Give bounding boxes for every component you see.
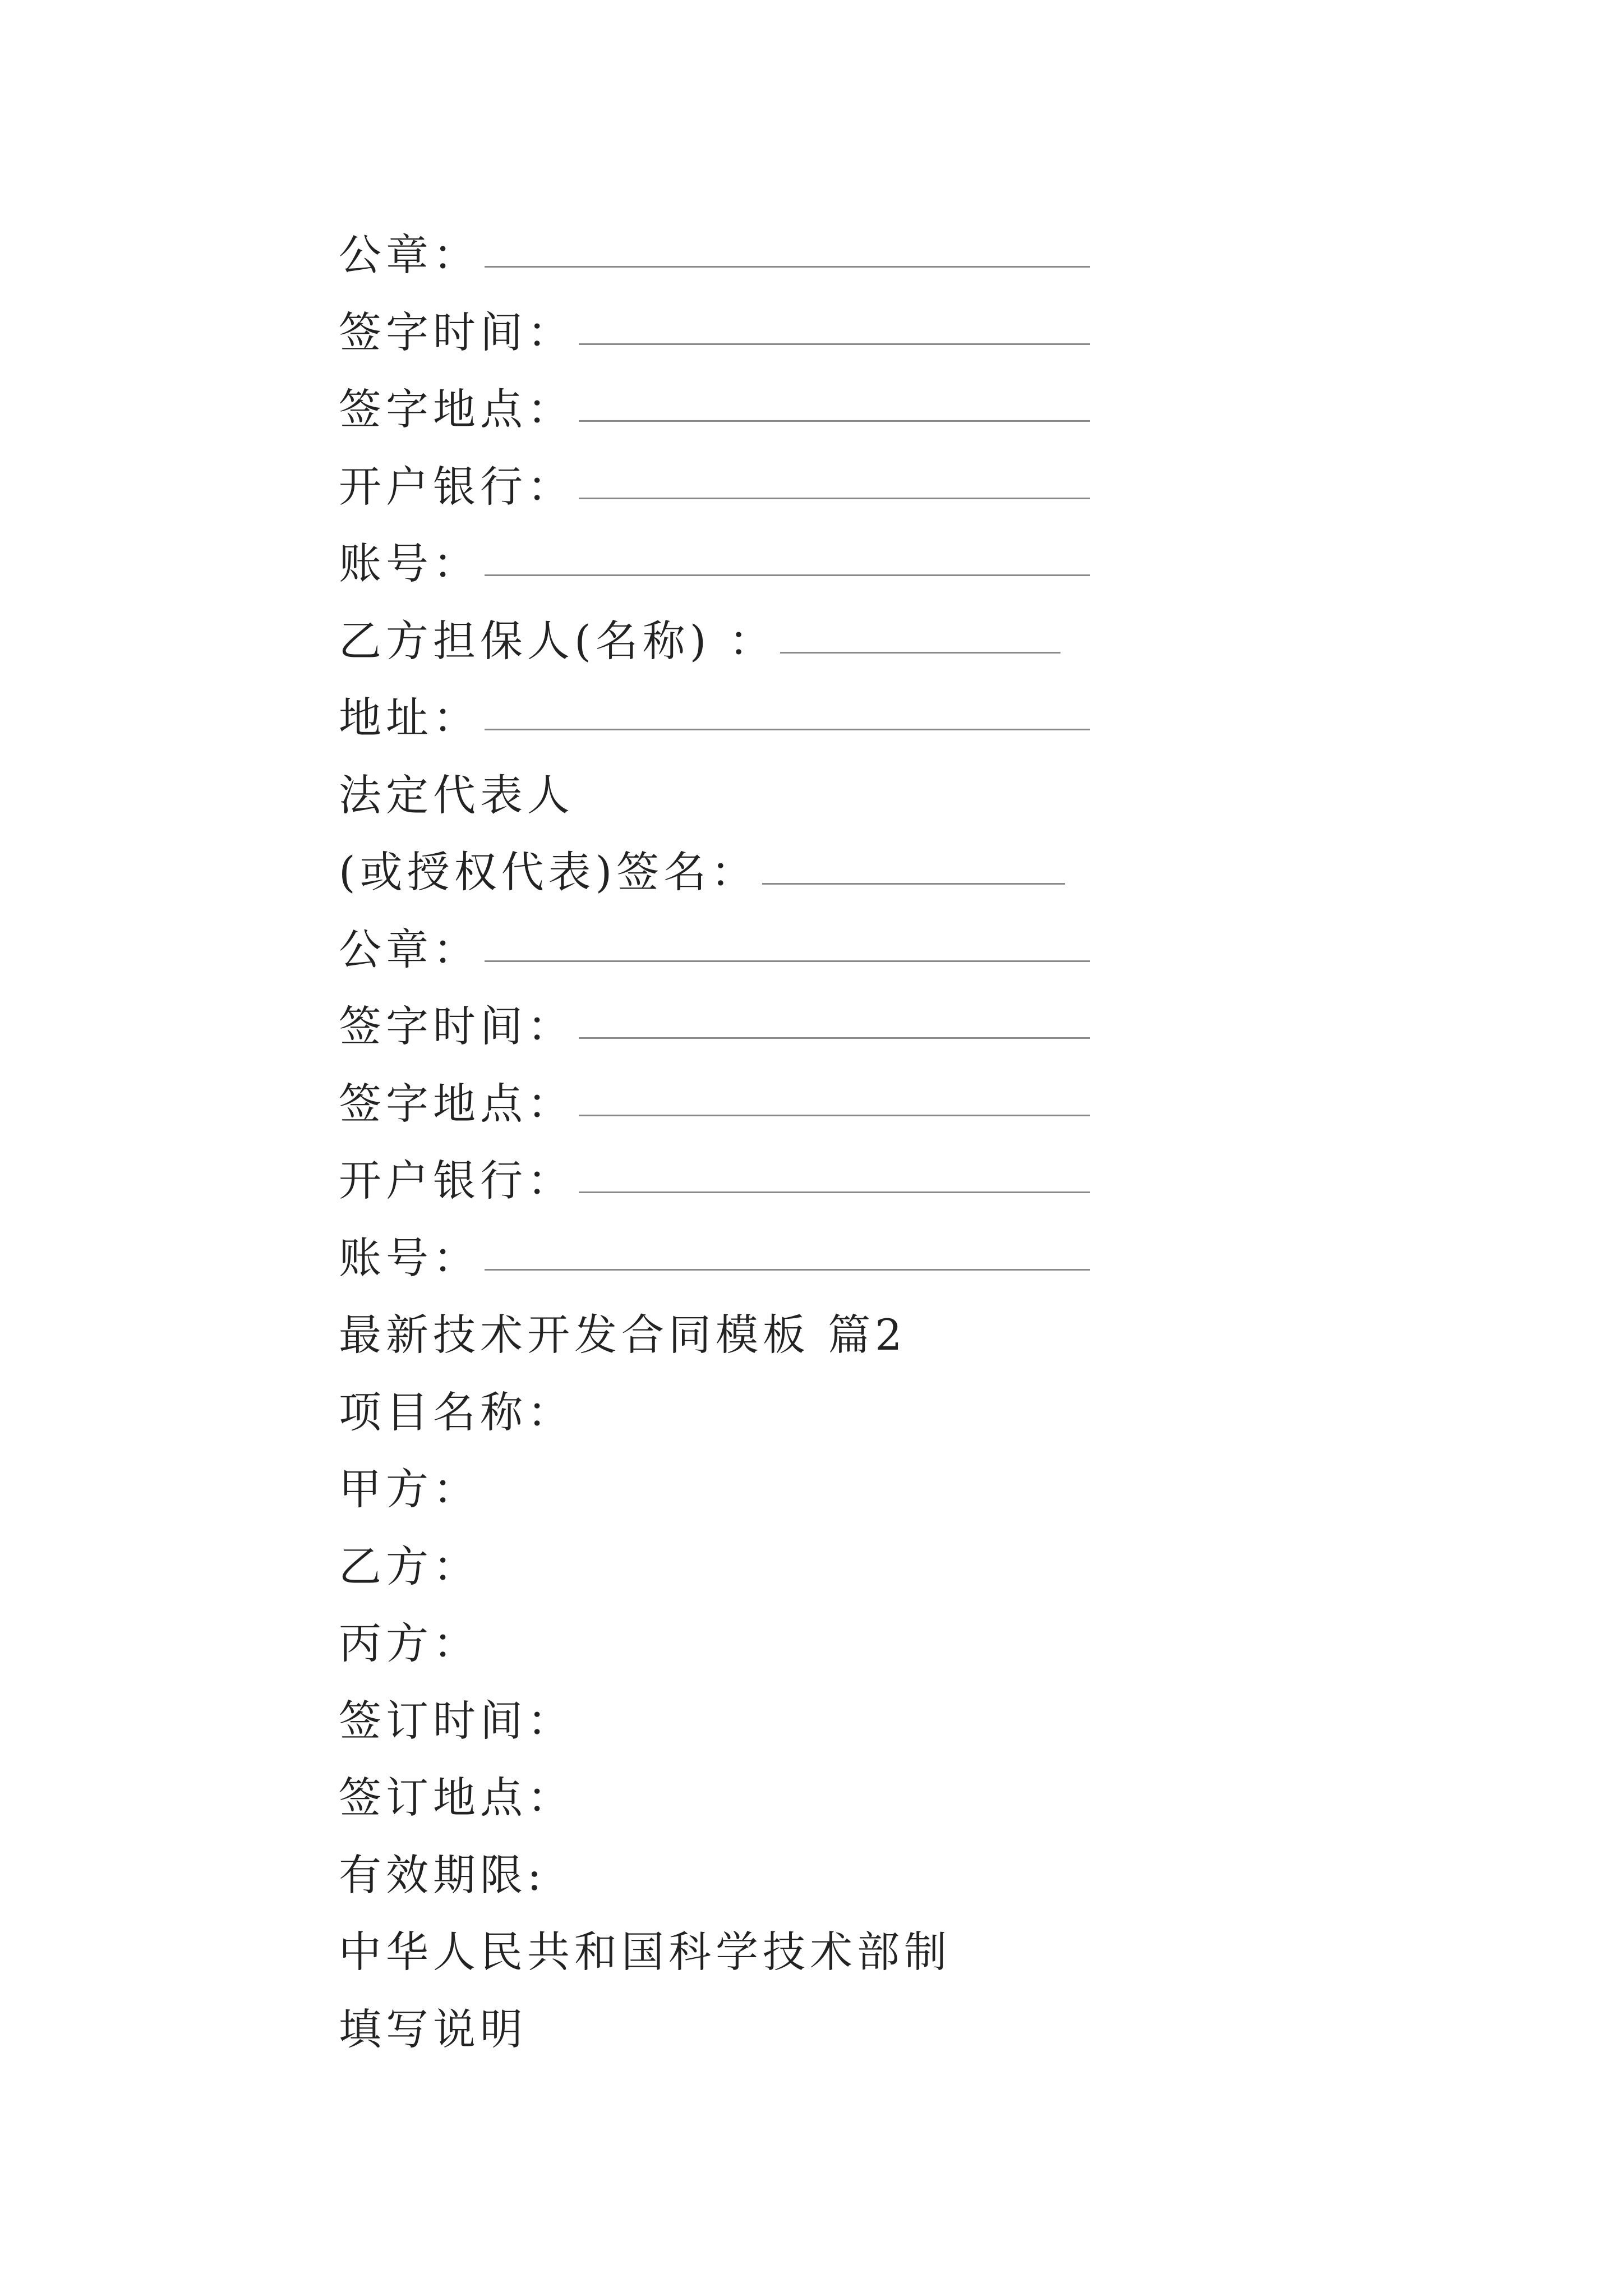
party-c-label: 丙方：: [339, 1618, 480, 1669]
account-blank[interactable]: [485, 542, 1090, 576]
validity-line: [339, 1833, 1090, 1911]
guarantor-account-blank[interactable]: [485, 1236, 1090, 1271]
bank-line: [339, 445, 1090, 522]
guarantor-bank-label: 开户银行：: [339, 1156, 574, 1206]
guarantor-bank-line: [339, 1139, 1090, 1216]
guarantor-sign-place-line: [339, 1062, 1090, 1139]
document-body: [339, 213, 1090, 2064]
sign-place-blank[interactable]: [579, 388, 1090, 422]
guarantor-sign-place-blank[interactable]: [579, 1082, 1090, 1116]
guarantor-sign-time-line: [339, 984, 1090, 1062]
party-b-label: 乙方：: [339, 1541, 480, 1591]
guarantor-address-line: [339, 676, 1090, 753]
auth-sign-label: (或授权代表)签名：: [339, 847, 758, 898]
guarantor-bank-blank[interactable]: [579, 1159, 1090, 1193]
sign-place-label: 签字地点：: [339, 384, 574, 435]
party-c-line: [339, 1602, 1090, 1679]
seal-label: 公章：: [339, 230, 480, 280]
guarantor-name-line: [339, 599, 1090, 677]
ministry-label: 中华人民共和国科学技术部制: [339, 1927, 951, 1977]
guarantor-account-line: [339, 1216, 1090, 1294]
sign-place-line: [339, 367, 1090, 445]
project-name-label: 项目名称：: [339, 1387, 574, 1437]
legal-rep-label: 法定代表人: [339, 770, 574, 820]
project-name-line: [339, 1370, 1090, 1448]
instructions-heading: 填写说明: [339, 2004, 527, 2054]
seal-blank[interactable]: [485, 233, 1090, 268]
signing-place-label: 签订地点：: [339, 1773, 574, 1823]
guarantor-seal-line: [339, 908, 1090, 985]
account-label: 账号：: [339, 539, 480, 589]
instructions-heading-line: [339, 1987, 1090, 2065]
section2-title-text: 最新技术开发合同模板 篇2: [339, 1310, 907, 1360]
ministry-line: [339, 1910, 1090, 1987]
sign-time-blank[interactable]: [579, 311, 1090, 345]
auth-sign-blank[interactable]: [762, 850, 1065, 885]
party-a-label: 甲方：: [339, 1464, 480, 1515]
guarantor-name-label: 乙方担保人(名称) ：: [339, 615, 776, 666]
party-b-line: [339, 1525, 1090, 1602]
guarantor-name-blank[interactable]: [780, 619, 1061, 654]
guarantor-address-label: 地址：: [339, 693, 480, 743]
guarantor-seal-label: 公章：: [339, 924, 480, 974]
party-a-line: [339, 1447, 1090, 1525]
guarantor-sign-time-blank[interactable]: [579, 1005, 1090, 1039]
guarantor-sign-time-label: 签字时间：: [339, 1001, 574, 1052]
sign-time-line: [339, 291, 1090, 368]
sign-time-label: 签字时间：: [339, 307, 574, 357]
legal-rep-line: [339, 753, 1090, 831]
signing-time-label: 签订时间：: [339, 1695, 574, 1746]
guarantor-address-blank[interactable]: [485, 696, 1090, 730]
section2-title: [339, 1293, 1090, 1370]
seal-line: [339, 213, 1090, 291]
validity-label: 有效期限:: [339, 1849, 546, 1900]
bank-label: 开户银行：: [339, 461, 574, 512]
guarantor-account-label: 账号：: [339, 1232, 480, 1283]
bank-blank[interactable]: [579, 465, 1090, 499]
account-line: [339, 522, 1090, 599]
signing-time-line: [339, 1679, 1090, 1756]
signing-place-line: [339, 1756, 1090, 1833]
guarantor-seal-blank[interactable]: [485, 928, 1090, 962]
auth-sign-line: [339, 830, 1090, 908]
guarantor-sign-place-label: 签字地点：: [339, 1078, 574, 1129]
